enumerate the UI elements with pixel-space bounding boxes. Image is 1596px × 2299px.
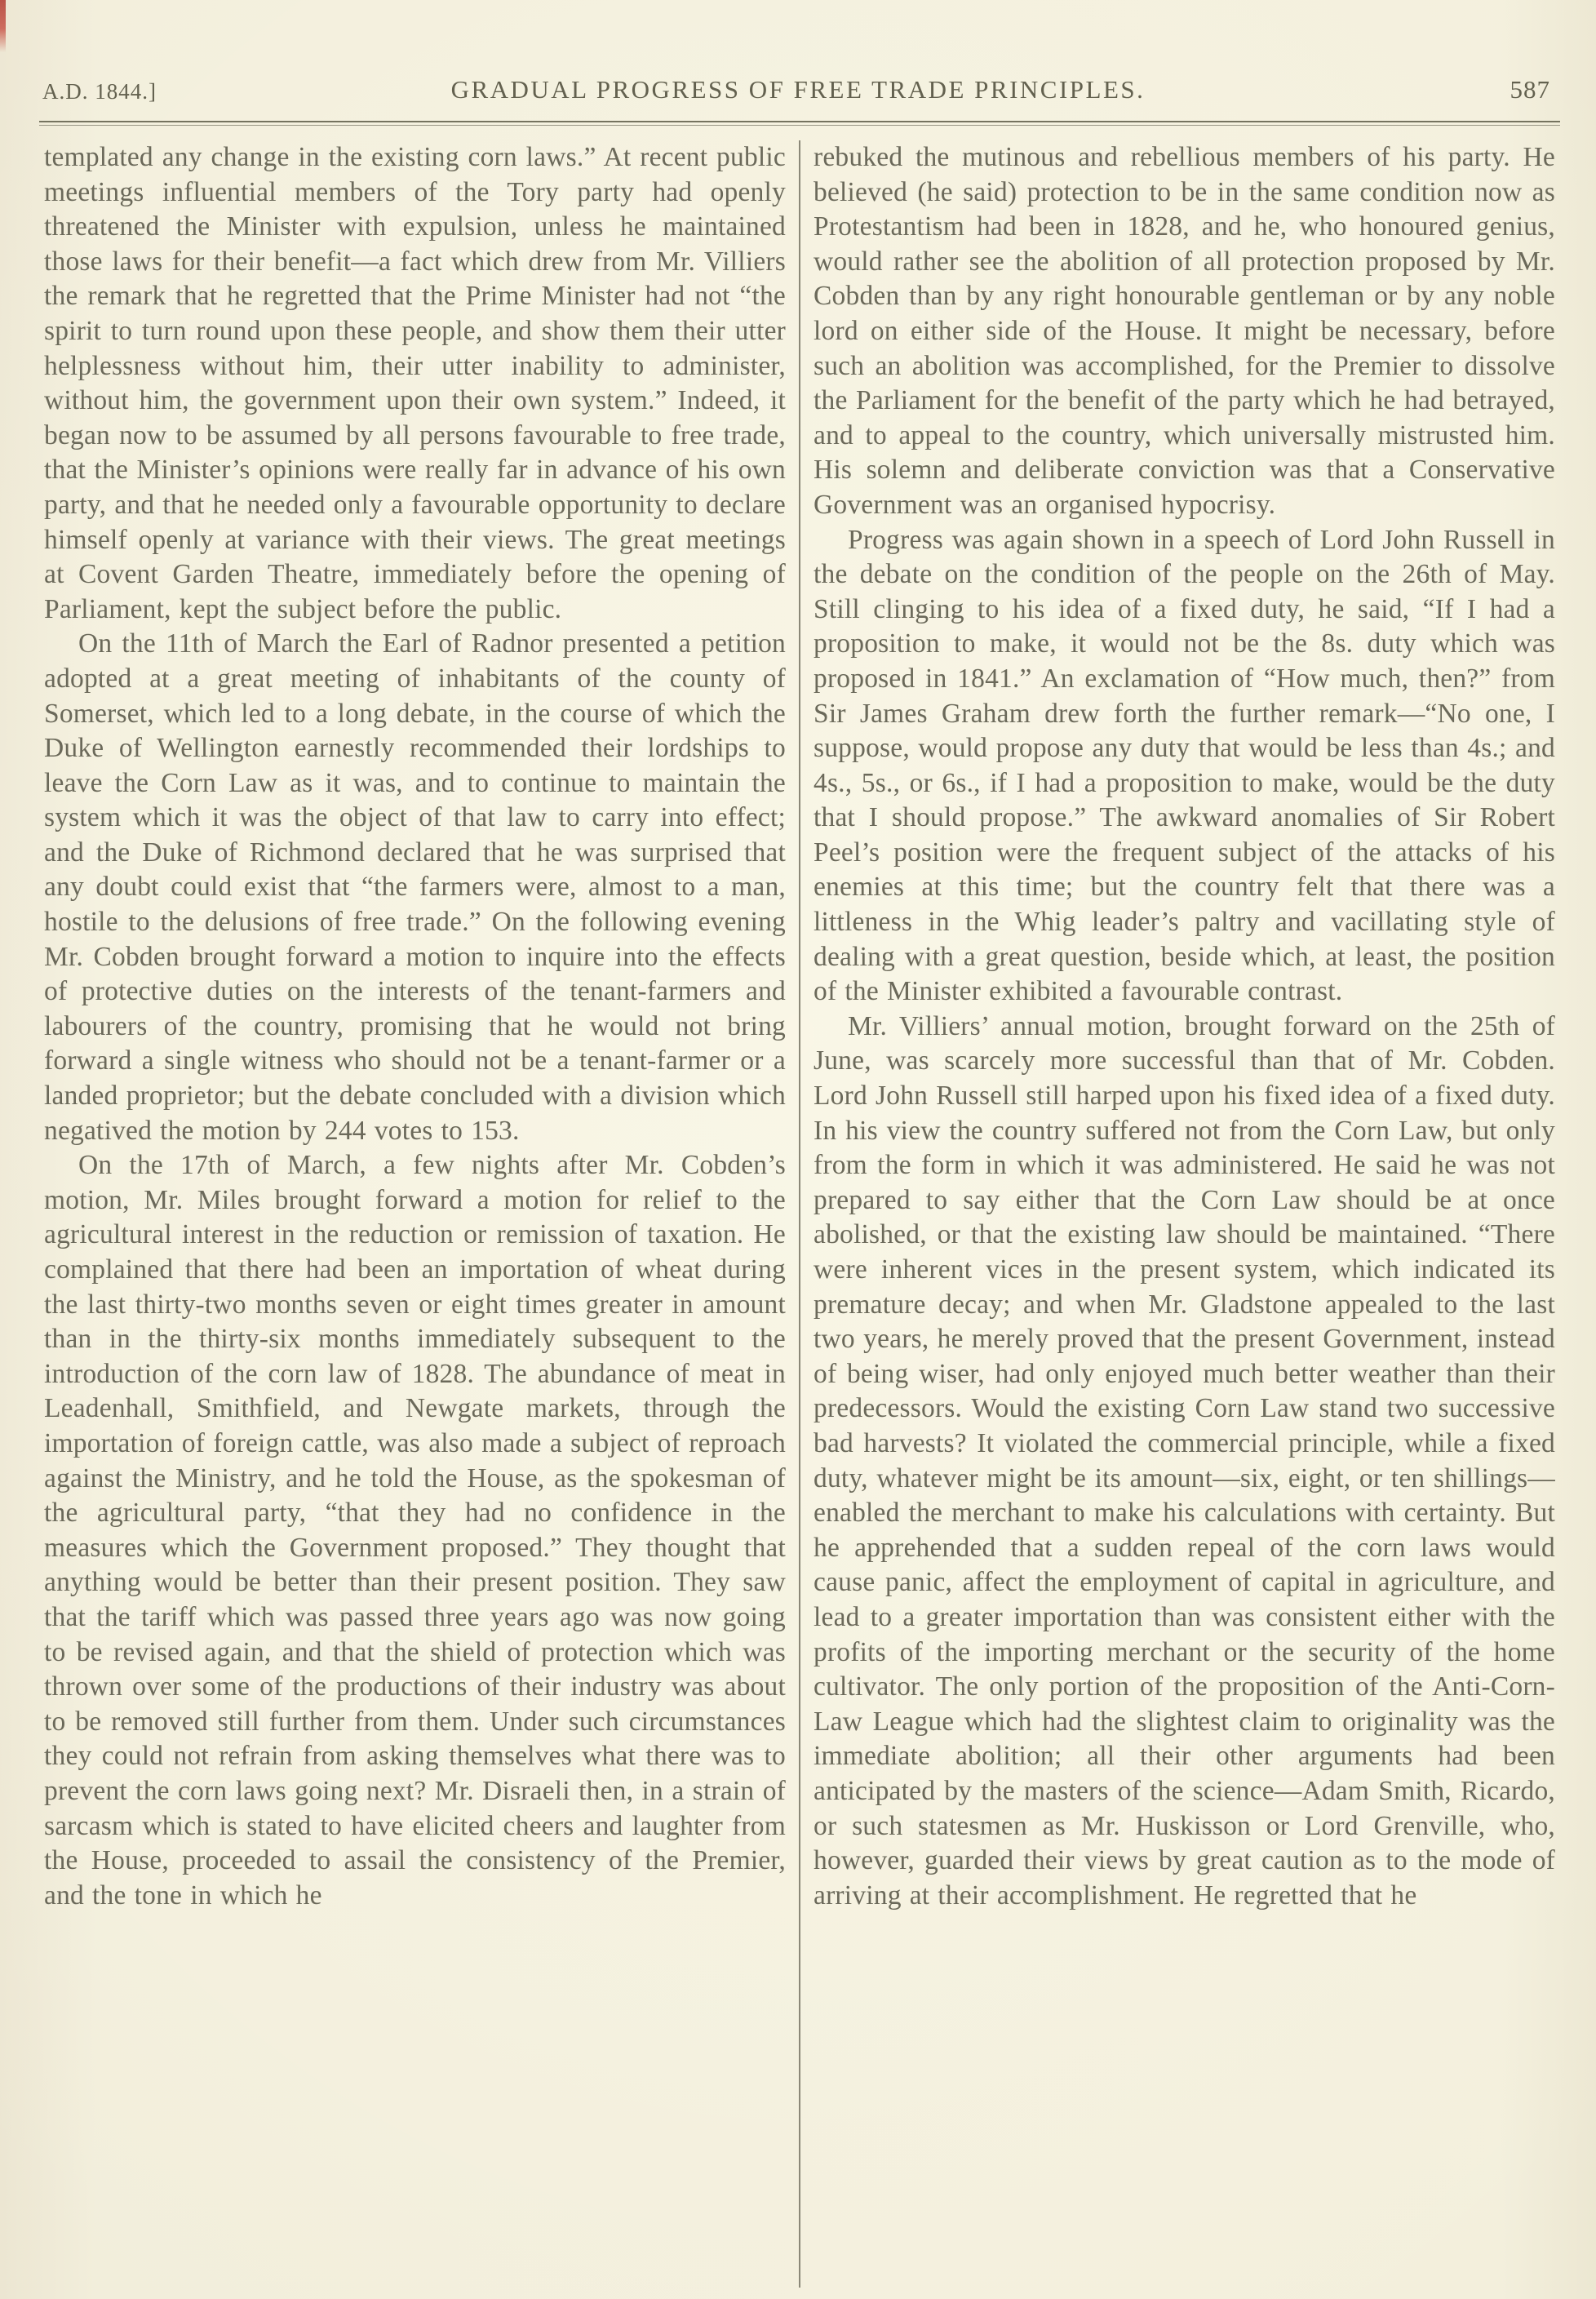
paragraph-right-2: Progress was again shown in a speech of Lord John Russell in the debate on the condition of the people on the 26th of May. Still clinging to his idea of a fixed duty, he said, “If I had a proposition to make, it would not be the 8s. duty which was proposed in 1841.” An exclamation of “How much, then?” from Sir James Graham drew forth the further remark—“No one, I suppose, would propose any duty that would be less than 4s.; and 4s., 5s., or 6s., if I had a proposition to make, would be the duty that I should propose.” The awkward anomalies of Sir Robert Peel’s position were the frequent subject of the attacks of his enemies at this time; but the country felt that there was a littleness in the Whig leader’s paltry and vacillating style of dealing with a great question, beside which, at least, the position of the Minister exhibited a favourable contrast. [814,524,1555,1007]
right-column [814,140,1555,2288]
paragraph-right-3: Mr. Villiers’ annual motion, brought forward on the 25th of June, was scarcely more successful than that of Mr. Cobden. Lord John Russell still harped upon his fixed idea of a fixed duty. In his view the country suffered not from the Corn Law, but only from the form in which it was administered. He said he was not prepared to say either that the Corn Law should be at once abolished, or that the existing law should be maintained. “There were inherent vices in the present system, which indicated its premature decay; and when Mr. Gladstone appealed to the last two years, he merely proved that the present Government, instead of being wiser, had only enjoyed much better weather than their predecessors. Would the existing Corn Law stand two successive bad harvests? It violated the commercial principle, while a fixed duty, whatever might be its amount—six, eight, or ten shillings—enabled the merchant to make his calculations with certainty. But he apprehended that a sudden repeal of the corn laws would cause panic, affect the employment of capital in agriculture, and lead to a greater importation than was consistent either with the profits of the importing merchant or the security of the home cultivator. The only portion of the proposition of the Anti-Corn-Law League which had the slightest claim to originality was the immediate abolition; all their other arguments had been anticipated by the masters of the science—Adam Smith, Ricardo, or such statesmen as Mr. Huskisson or Lord Grenville, who, however, guarded their views by great caution as to the mode of arriving at their accomplishment. He regretted that he [814,1010,1555,1911]
text-columns [44,140,1555,2288]
paragraph-left-1: templated any change in the existing corn laws.” At recent public meetings influential members of the Tory party had openly threatened the Minister with expulsion, unless he maintained those laws for their benefit—a fact which drew from Mr. Villiers the remark that he regretted that the Prime Minister had not “the spirit to turn round upon these people, and show them their utter helplessness without him, their utter inability to administer, without him, the government upon their own system.” Indeed, it began now to be assumed by all persons favourable to free trade, that the Minister’s opinions were really far in advance of his own party, and that he needed only a favourable opportunity to declare himself openly at variance with their views. The great meetings at Covent Garden Theatre, immediately before the opening of Parliament, kept the subject before the public. [44,142,786,624]
paragraph-left-3: On the 17th of March, a few nights after Mr. Cobden’s motion, Mr. Miles brought forward a motion for relief to the agricultural interest in the reduction or remission of taxation. He complained that there had been an importation of wheat during the last thirty-two months seven or eight times greater in amount than in the thirty-six months immediately subsequent to the introduction of the corn law of 1828. The abundance of meat in Leadenhall, Smithfield, and Newgate markets, through the importation of foreign cattle, was also made a subject of reproach against the Ministry, and he told the House, as the spokesman of the agricultural party, “that they had no confidence in the measures which the Government proposed.” They thought that anything would be better than their present position. They saw that the tariff which was passed three years ago was now going to be revised again, and that the shield of protection which was thrown over some of the productions of their industry was about to be removed still further from them. Under such circumstances they could not refrain from asking themselves what there was to prevent the corn laws going next? Mr. Disraeli then, in a strain of sarcasm which is stated to have elicited cheers and laughter from the House, proceeded to assail the consistency of the Premier, and the tone in which he [44,1150,786,1911]
scan-edge-mark [0,0,6,52]
paragraph-left-2: On the 11th of March the Earl of Radnor presented a petition adopted at a great meeting of inhabitants of the county of Somerset, which led to a long debate, in the course of which the Duke of Wellington earnestly recommended their lordships to leave the Corn Law as it was, and to continue to maintain the system which it was the object of that law to carry into effect; and the Duke of Richmond declared that he was surprised that any doubt could exist that “the farmers were, almost to a man, hostile to the delusions of free trade.” On the following evening Mr. Cobden brought forward a motion to inquire into the effects of protective duties on the interests of the tenant-farmers and labourers of the country, promising that he would not bring forward a single witness who should not be a tenant-farmer or a landed proprietor; but the debate concluded with a division which negatived the motion by 244 votes to 153. [44,628,786,1146]
column-divider [799,140,800,2288]
header-date: A.D. 1844.] [42,79,157,104]
left-column [44,140,786,2288]
header-rule [39,121,1560,126]
paragraph-right-1: rebuked the mutinous and rebellious members of his party. He believed (he said) protection to be in the same condition now as Protestantism had been in 1828, and he, who honoured genius, would rather see the abolition of all protection proposed by Mr. Cobden than by any right honourable gentleman or by any noble lord on either side of the House. It might be necessary, before such an abolition was accomplished, for the Premier to dissolve the Parliament for the benefit of the party which he had betrayed, and to appeal to the country, which universally mistrusted him. His solemn and deliberate conviction was that a Conservative Government was an organised hypocrisy. [814,142,1555,520]
running-header [42,69,1554,104]
page-title: GRADUAL PROGRESS OF FREE TRADE PRINCIPLES. [450,75,1146,104]
page-number: 587 [1510,75,1550,104]
